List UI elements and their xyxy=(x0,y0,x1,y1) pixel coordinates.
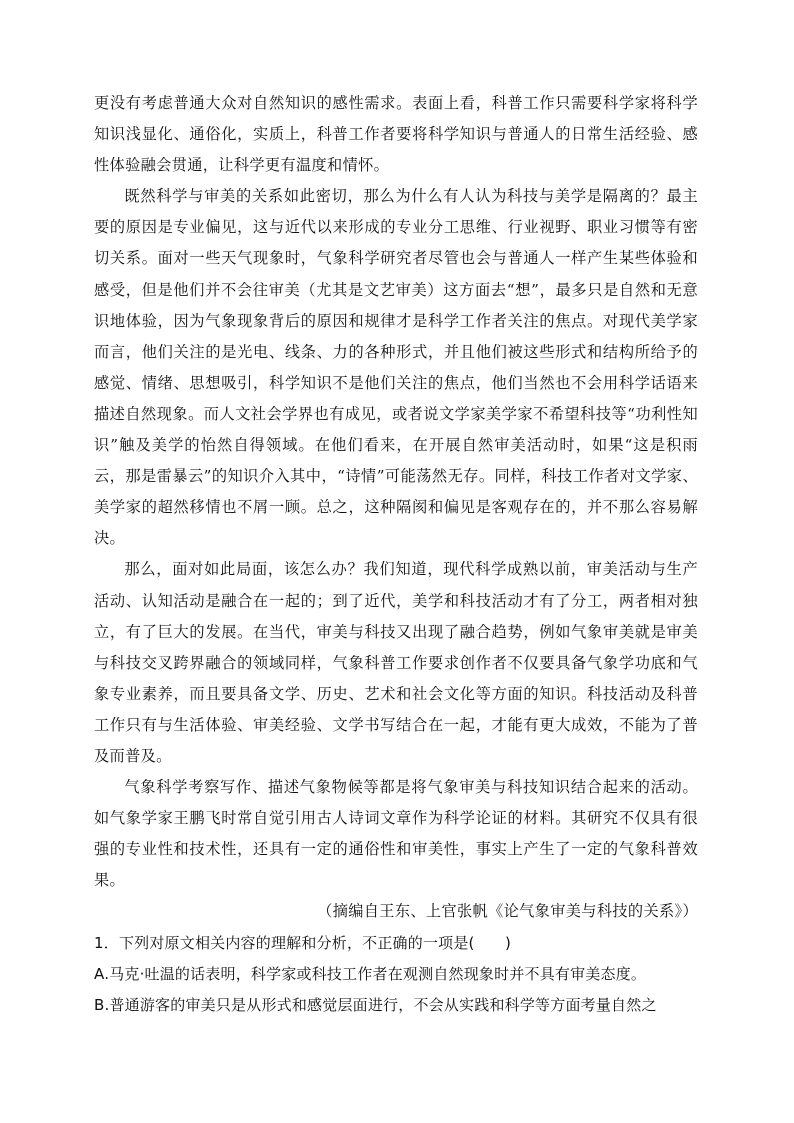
question-stem: 1．下列对原文相关内容的理解和分析，不正确的一项是( ) xyxy=(94,933,512,952)
article-paragraph-2: 既然科学与审美的关系如此密切，那么为什么有人认为科技与美学是隔离的？最主要的原因是专业偏见，这与近代以来形成的专业分工思维、行业视野、职业习惯等有密切关系。面对一些天气现象时，气象科学研究者尽管也会与普通人一样产生某些体验和感受，但是他们并不会往审美（尤其是文艺审美）这方面去“想”，最多只是自然和无意识地体验，因为气象现象背后的原因和规律才是科学工作者关注的焦点。对现代美学家而言，他们关注的是光电、线条、力的各种形式，并且他们被这些形式和结构所给予的感觉、情绪、思想吸引，科学知识不是他们关注的焦点，他们当然也不会用科学话语来描述自然现象。而人文社会学界也有成见，或者说文学家美学家不希望科技等“功利性知识”触及美学的怡然自得领域。在他们看来，在开展自然审美活动时，如果“这是积雨云，那是雷暴云”的知识介入其中，“诗情”可能荡然无存。同样，科技工作者对文学家、美学家的超然移情也不屑一顾。总之，这种隔阂和偏见是客观存在的，并不那么容易解决。 xyxy=(94,187,698,548)
document-content xyxy=(94,88,698,1021)
article-paragraph-1: 更没有考虑普通大众对自然知识的感性需求。表面上看，科普工作只需要科学家将科学知识浅显化、通俗化，实质上，科普工作者要将科学知识与普通人的日常生活经验、感性体验融会贯通，让科学更有温度和情怀。 xyxy=(94,94,698,175)
article-paragraph-4: 气象科学考察写作、描述气象物候等都是将气象审美与科技知识结合起来的活动。如气象学家王鹏飞时常自觉引用古人诗词文章作为科学论证的材料。其研究不仅具有很强的专业性和技术性，还具有一定的通俗性和审美性，事实上产生了一定的气象科普效果。 xyxy=(94,778,698,890)
article-paragraph-3: 那么，面对如此局面，该怎么办？我们知道，现代科学成熟以前，审美活动与生产活动、认知活动是融合在一起的；到了近代，美学和科技活动才有了分工，两者相对独立，有了巨大的发展。在当代，审美与科技又出现了融合趋势，例如气象审美就是审美与科技交叉跨界融合的领域同样，气象科普工作要求创作者不仅要具备气象学功底和气象专业素养，而且要具备文学、历史、艺术和社会文化等方面的知识。科技活动及科普工作只有与生活体验、审美经验、文学书写结合在一起，才能有更大成效，不能为了普及而普及。 xyxy=(94,560,698,765)
question-option-b: B.普通游客的审美只是从形式和感觉层面进行，不会从实践和科学等方面考量自然之 xyxy=(94,995,657,1014)
question-option-a: A.马克·吐温的话表明，科学家或科技工作者在观测自然现象时并不具有审美态度。 xyxy=(94,964,647,983)
article-source: （摘编自王东、上官张帆《论气象审美与科技的关系》） xyxy=(317,902,698,921)
